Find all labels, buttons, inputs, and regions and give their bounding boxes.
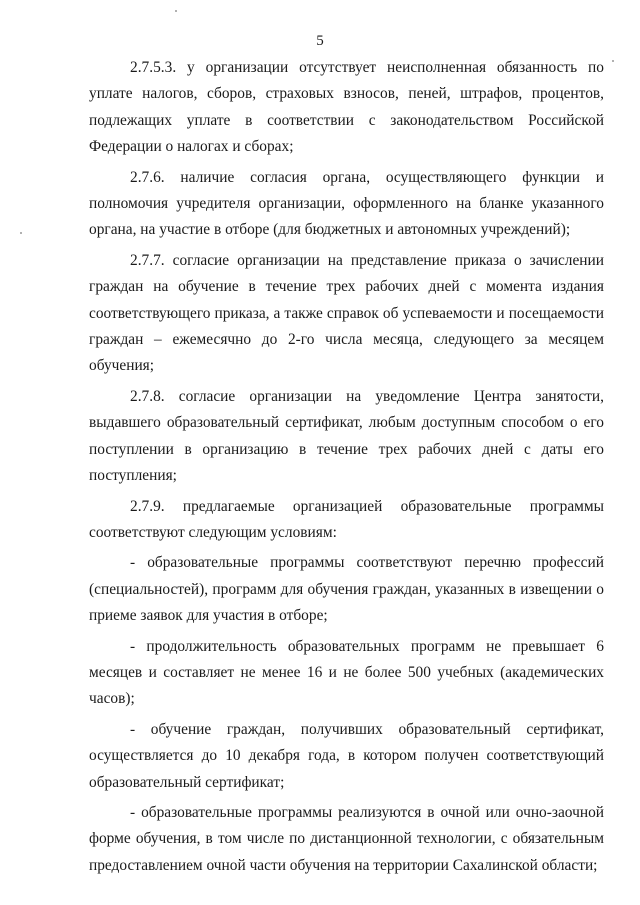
paragraph-2-7-8: 2.7.8. согласие организации на уведомление Центра занятости, выдавшего образовательный сертификат, любым доступным способом о его поступлении в организацию в течение трех рабочих дней с даты его поступления; — [89, 387, 604, 485]
paragraph-2-7-7: 2.7.7. согласие организации на представление приказа о зачислении граждан на обучение в течение трех рабочих дней с момента издания соответствующего приказа, а также справок об успеваемости и посещаемости граждан – ежемесячно до 2-го числа месяца, следующего за месяцем обучения; — [89, 251, 604, 375]
list-item-deadline: - обучение граждан, получивших образовательный сертификат, осуществляется до 10 декабря года, в котором получен соответствующий образовательный сертификат; — [89, 720, 604, 791]
scan-speck — [175, 10, 177, 12]
list-item-form-of-study: - образовательные программы реализуются в очной или очно-заочной форме обучения, в том числе по дистанционной технологии, с обязательным предоставлением очной части обучения на территории Сахалинской области; — [89, 803, 604, 874]
scan-speck — [612, 60, 614, 62]
list-item-programs-list: - образовательные программы соответствуют перечню профессий (специальностей), программ для обучения граждан, указанных в извещении о приеме заявок для участия в отборе; — [89, 554, 604, 625]
paragraph-2-7-9: 2.7.9. предлагаемые организацией образовательные программы соответствуют следующим условиям: — [89, 497, 604, 541]
paragraph-2-7-5-3: 2.7.5.3. у организации отсутствует неисполненная обязанность по уплате налогов, сборов, страховых взносов, пеней, штрафов, процентов, подлежащих уплате в соответствии с законодательством Российской Федерации о налогах и сборах; — [89, 59, 604, 156]
scan-speck — [20, 232, 22, 234]
document-body — [89, 55, 604, 879]
page-number: 5 — [316, 33, 324, 49]
list-item-duration: - продолжительность образовательных программ не превышает 6 месяцев и составляет не менее 16 и не более 500 учебных (академических часов); — [89, 637, 604, 708]
paragraph-2-7-6: 2.7.6. наличие согласия органа, осуществляющего функции и полномочия учредителя организации, оформленного на бланке указанного органа, на участие в отборе (для бюджетных и автономных учреждений); — [89, 168, 604, 239]
